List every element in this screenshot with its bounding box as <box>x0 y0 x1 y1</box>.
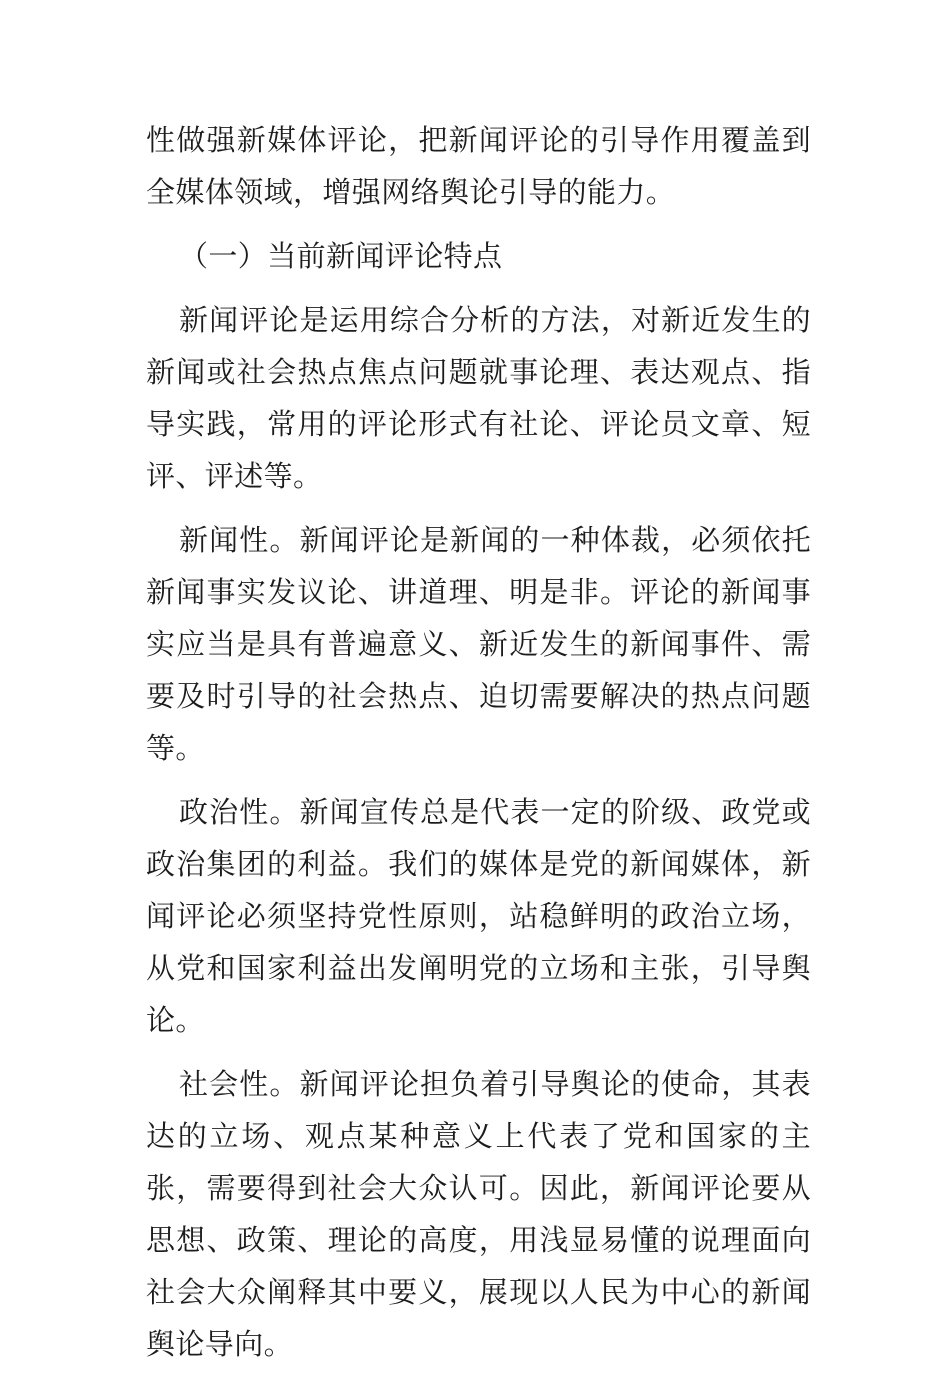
paragraph-continuation: 性做强新媒体评论，把新闻评论的引导作用覆盖到全媒体领域，增强网络舆论引导的能力。 <box>146 123 811 209</box>
section-heading: （一）当前新闻评论特点 <box>179 239 503 273</box>
paragraph-news-nature: 新闻性。新闻评论是新闻的一种体裁，必须依托新闻事实发议论、讲道理、明是非。评论的新闻事实应当是具有普遍意义、新近发生的新闻事件、需要及时引导的社会热点、迫切需要解决的热点问题等。 <box>146 523 811 765</box>
document-body <box>146 114 811 1382</box>
paragraph-political-nature: 政治性。新闻宣传总是代表一定的阶级、政党或政治集团的利益。我们的媒体是党的新闻媒体，新闻评论必须坚持党性原则，站稳鲜明的政治立场，从党和国家利益出发阐明党的立场和主张，引导舆论。 <box>146 795 811 1037</box>
paragraph-intro: 新闻评论是运用综合分析的方法，对新近发生的新闻或社会热点焦点问题就事论理、表达观点、指导实践，常用的评论形式有社论、评论员文章、短评、评述等。 <box>146 303 811 493</box>
paragraph-social-nature: 社会性。新闻评论担负着引导舆论的使命，其表达的立场、观点某种意义上代表了党和国家的主张，需要得到社会大众认可。因此，新闻评论要从思想、政策、理论的高度，用浅显易懂的说理面向社会大众阐释其中要义，展现以人民为中心的新闻舆论导向。 <box>146 1067 811 1361</box>
